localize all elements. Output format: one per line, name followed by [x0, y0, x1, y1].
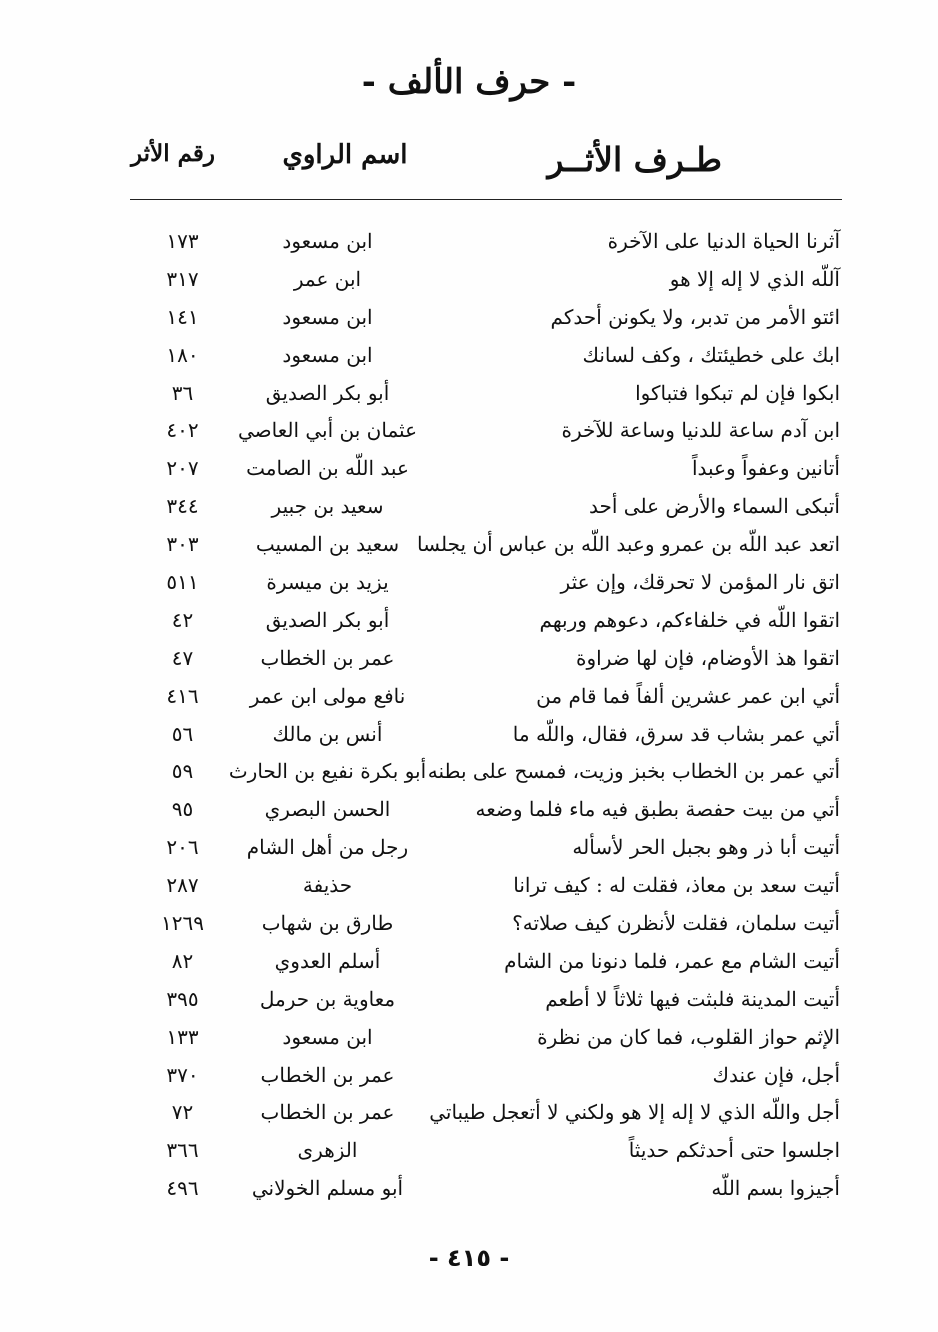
index-list: [0, 224, 938, 1209]
index-row: [0, 1133, 938, 1171]
athar-text: أتي ابن عمر عشرين ألفاً فما قام من: [536, 683, 840, 708]
athar-number: ١٢٦٩: [161, 911, 204, 936]
index-row: [0, 489, 938, 527]
narrator-name: ابن مسعود: [282, 1024, 373, 1049]
athar-number: ٧٢: [171, 1100, 194, 1125]
athar-number: ٥٦: [171, 721, 194, 746]
athar-number: ٢٠٧: [166, 456, 199, 481]
athar-text: أتيت سعد بن معاذ، فقلت له : كيف ترانا: [513, 873, 840, 898]
narrator-name: الحسن البصري: [264, 797, 391, 822]
index-row: [0, 1095, 938, 1133]
narrator-name: ابن مسعود: [282, 229, 373, 253]
athar-text: اجلسوا حتى أحدثكم حديثاً: [628, 1138, 840, 1163]
athar-number: ٣٤٤: [166, 494, 199, 519]
narrator-name: سعيد بن المسيب: [255, 532, 400, 557]
narrator-name: سعيد بن جبير: [271, 494, 384, 519]
athar-number: ١٤١: [166, 304, 199, 329]
athar-text: أتيت الشام مع عمر، فلما دنونا من الشام: [504, 948, 840, 973]
athar-number: ٤١٦: [166, 683, 199, 708]
narrator-name: معاوية بن حرمل: [259, 986, 396, 1011]
athar-text: اتقوا اللّه في خلفاءكم، دعوهم وربهم: [539, 607, 840, 632]
athar-number: ١٧٣: [166, 229, 199, 253]
athar-number: ١٣٣: [166, 1024, 199, 1049]
narrator-name: يزيد بن ميسرة: [266, 570, 389, 595]
column-header-number: رقم الأثر: [130, 140, 215, 167]
narrator-name: ابن عمر: [293, 266, 362, 291]
athar-number: ٩٥: [171, 797, 194, 822]
narrator-name: عبد اللّه بن الصامت: [246, 456, 409, 481]
column-header-narrator: اسم الراوي: [282, 140, 408, 170]
athar-number: ٣٠٣: [166, 532, 199, 557]
index-row: [0, 262, 938, 300]
section-title: - حرف الألف -: [361, 62, 577, 102]
index-row: [0, 603, 938, 641]
header-divider: [130, 199, 842, 200]
athar-number: ٣٧٠: [166, 1062, 199, 1087]
athar-text: ائتو الأمر من تدبر، ولا يكونن أحدكم: [550, 304, 840, 329]
athar-text: أجيزوا بسم اللّه: [711, 1176, 840, 1201]
athar-number: ٥٩: [171, 759, 194, 784]
index-row: [0, 868, 938, 906]
index-row: [0, 224, 938, 262]
narrator-name: أبو مسلم الخولاني: [251, 1176, 404, 1201]
athar-text: اتعد عبد اللّه بن عمرو وعبد اللّه بن عباس أن يجلسا: [417, 532, 840, 557]
index-row: [0, 641, 938, 679]
athar-text: ابك على خطيئتك ، وكف لسانك: [582, 342, 840, 367]
athar-text: الإثم حواز القلوب، فما كان من نظرة: [537, 1024, 840, 1049]
athar-text: ابكوا فإن لم تبكوا فتباكوا: [635, 380, 840, 405]
index-row: [0, 679, 938, 717]
athar-number: ٨٢: [171, 948, 194, 973]
athar-text: أتبكى السماء والأرض على أحد: [589, 494, 840, 519]
narrator-name: حذيفة: [302, 873, 353, 898]
athar-text: أتي عمر بن الخطاب بخبز وزيت، فمسح على بطنه: [427, 759, 840, 784]
page-number: - ٤١٥ -: [428, 1244, 510, 1272]
athar-number: ٤٠٢: [166, 418, 199, 443]
athar-text: اتق نار المؤمن لا تحرقك، وإن عثر: [560, 570, 840, 595]
narrator-name: نافع مولى ابن عمر: [249, 683, 406, 708]
index-row: [0, 1171, 938, 1209]
athar-number: ٣١٧: [166, 266, 199, 291]
column-header-athar: طـرف الأثــر: [547, 140, 722, 179]
index-row: [0, 451, 938, 489]
athar-text: ابن آدم ساعة للدنيا وساعة للآخرة: [561, 418, 840, 443]
athar-text: أجل، فإن عندك: [712, 1062, 840, 1087]
narrator-name: عمر بن الخطاب: [260, 1100, 395, 1125]
index-row: [0, 754, 938, 792]
athar-text: أتانين وعفواً وعبداً: [691, 456, 840, 481]
athar-text: أجل واللّه الذي لا إله إلا هو ولكني لا أتعجل طيباتي: [429, 1100, 840, 1125]
index-row: [0, 527, 938, 565]
narrator-name: رجل من أهل الشام: [246, 835, 409, 860]
athar-text: أتي عمر بشاب قد سرق، فقال، واللّه ما: [512, 721, 840, 746]
narrator-name: عمر بن الخطاب: [260, 645, 395, 670]
athar-number: ٥١١: [166, 570, 199, 595]
athar-text: آثرنا الحياة الدنيا على الآخرة: [607, 229, 840, 253]
athar-number: ٣٦: [171, 380, 194, 405]
index-row: [0, 1020, 938, 1058]
index-row: [0, 1058, 938, 1096]
narrator-name: أبو بكرة نفيع بن الحارث: [228, 759, 427, 784]
narrator-name: أبو بكر الصديق: [265, 380, 390, 405]
index-row: [0, 792, 938, 830]
index-row: [0, 300, 938, 338]
narrator-name: ابن مسعود: [282, 342, 373, 367]
narrator-name: عثمان بن أبي العاصي: [237, 418, 417, 443]
index-row: [0, 338, 938, 376]
athar-text: أتي من بيت حفصة بطبق فيه ماء فلما وضعه: [475, 797, 840, 822]
athar-text: أتيت سلمان، فقلت لأنظرن كيف صلاته؟: [512, 911, 840, 936]
narrator-name: عمر بن الخطاب: [260, 1062, 395, 1087]
narrator-name: أسلم العدوي: [274, 948, 381, 973]
athar-number: ٤٩٦: [166, 1176, 199, 1201]
athar-text: أتيت أبا ذر وهو بجبل الحر لأسأله: [572, 835, 840, 860]
index-row: [0, 717, 938, 755]
athar-number: ٤٢: [171, 607, 194, 632]
index-row: [0, 376, 938, 414]
athar-number: ٤٧: [171, 645, 194, 670]
index-row: [0, 830, 938, 868]
narrator-name: أنس بن مالك: [272, 721, 383, 746]
index-row: [0, 413, 938, 451]
athar-number: ٢٠٦: [166, 835, 199, 860]
index-row: [0, 982, 938, 1020]
index-row: [0, 944, 938, 982]
athar-number: ٢٨٧: [166, 873, 199, 898]
athar-number: ٣٩٥: [166, 986, 199, 1011]
athar-text: أتيت المدينة فلبثت فيها ثلاثاً لا أطعم: [545, 986, 840, 1011]
athar-number: ١٨٠: [166, 342, 199, 367]
index-row: [0, 565, 938, 603]
narrator-name: طارق بن شهاب: [261, 911, 394, 936]
narrator-name: الزهرى: [297, 1138, 358, 1163]
narrator-name: أبو بكر الصديق: [265, 607, 390, 632]
index-row: [0, 906, 938, 944]
narrator-name: ابن مسعود: [282, 304, 373, 329]
athar-text: اتقوا هذ الأوضام، فإن لها ضراوة: [576, 645, 840, 670]
athar-text: آللّه الذي لا إله إلا هو: [669, 266, 840, 291]
athar-number: ٣٦٦: [166, 1138, 199, 1163]
